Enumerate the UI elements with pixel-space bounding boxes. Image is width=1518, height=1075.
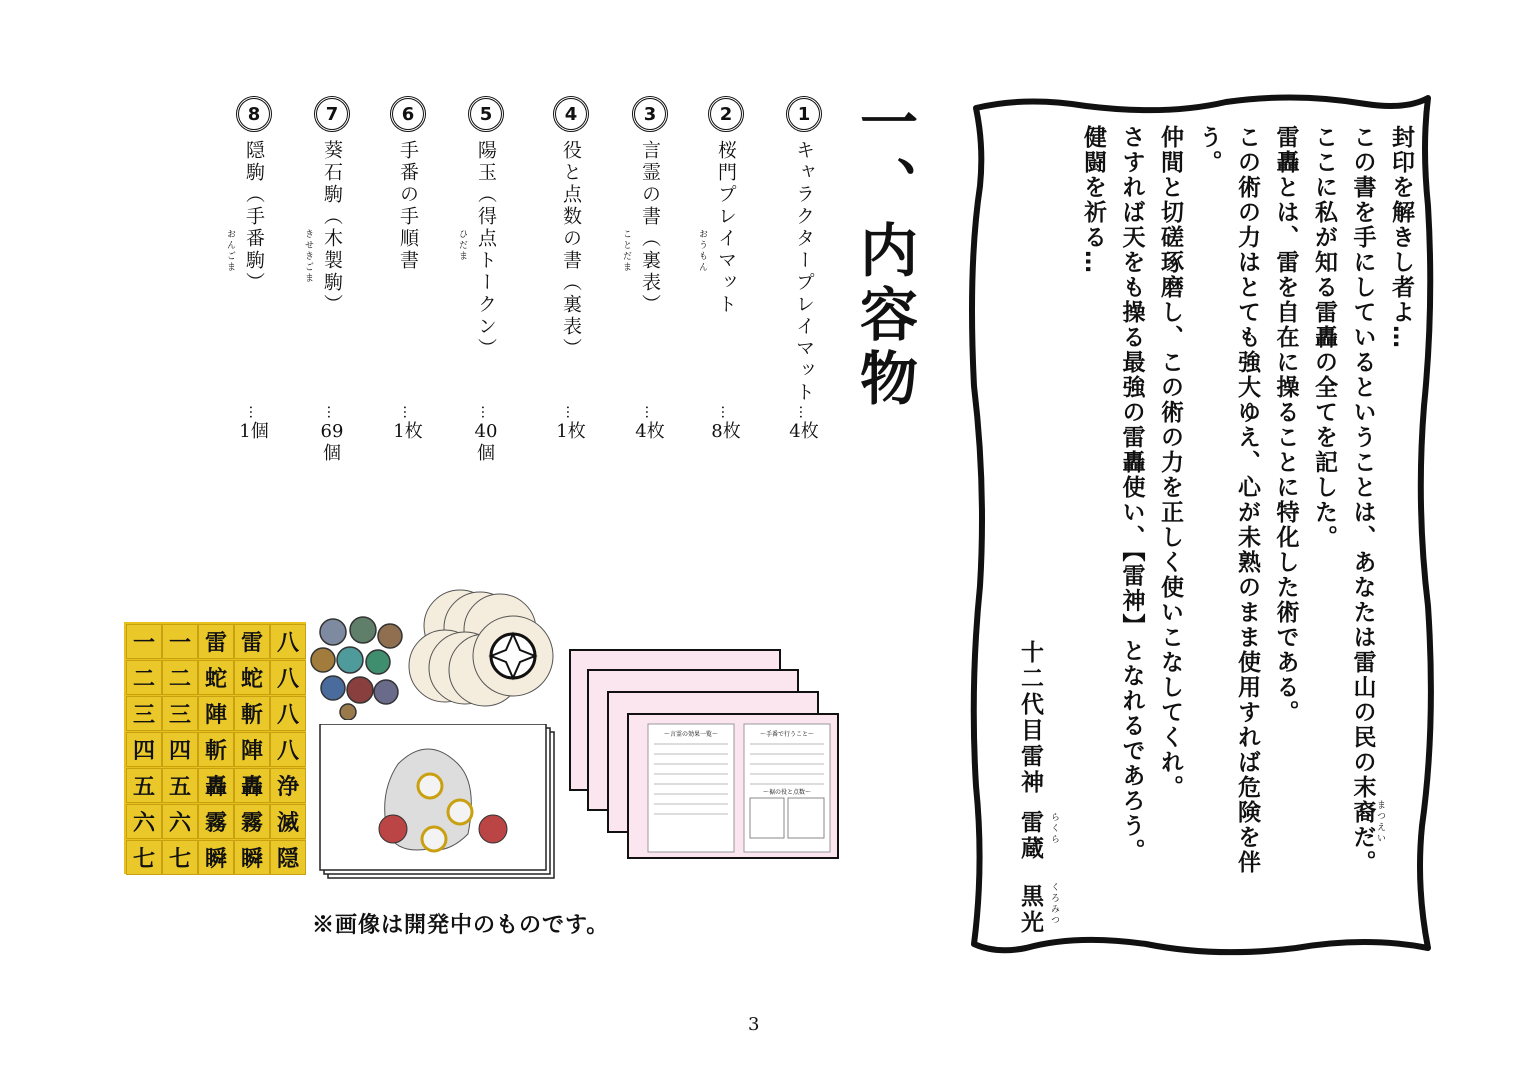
contents-item (621, 96, 668, 316)
tile: 八 (270, 696, 306, 731)
tile: 五 (162, 768, 198, 803)
tile: 七 (126, 840, 162, 875)
item-number-badge: 3 (632, 96, 668, 132)
sakura-sheets-photo (568, 648, 840, 862)
item-number-badge: 2 (708, 96, 744, 132)
scroll-line: ここに私が知る雷轟の全てを記した。 (1311, 125, 1337, 550)
sheet-back-title: 〜言霊の効果一覧〜 (663, 731, 719, 738)
player-mat-photo (318, 724, 558, 884)
tile: 八 (270, 660, 306, 695)
item-quantity-value: 69個 (320, 421, 344, 464)
tile: 八 (270, 732, 306, 767)
tile: 蛇 (234, 660, 270, 695)
contents-item (553, 96, 589, 360)
leader-dots: … (718, 405, 734, 419)
scroll-line: この術の力はとても強大ゆえ、心が未熟のまま使用すれば危険を伴う。 (1195, 125, 1260, 875)
item-quantity (314, 405, 350, 465)
item-name: 葵石駒（木製駒） (321, 140, 343, 316)
contents-item (225, 96, 272, 294)
tile: 六 (162, 804, 198, 839)
leader-dots: … (400, 405, 416, 419)
item-quantity (468, 405, 504, 465)
leader-dots: … (324, 405, 340, 419)
tile: 霧 (198, 804, 234, 839)
item-quantity-value: 4枚 (635, 421, 665, 442)
item-quantity (632, 405, 668, 443)
contents-item (303, 96, 350, 316)
leader-dots: … (563, 405, 579, 419)
item-ruby: おうもん (697, 229, 707, 273)
item-quantity (236, 405, 272, 443)
item-number-badge: 1 (786, 96, 822, 132)
contents-item (457, 96, 504, 360)
scroll-line: 仲間と切磋琢磨し、この術の力を正しく使いこなしてくれ。 (1157, 125, 1183, 800)
item-quantity (786, 405, 822, 443)
item-number-badge: 5 (468, 96, 504, 132)
item-quantity-value: 1個 (239, 421, 269, 442)
leader-dots: … (642, 405, 658, 419)
item-number-badge: 7 (314, 96, 350, 132)
tile: 五 (126, 768, 162, 803)
page-number: 3 (748, 1014, 760, 1035)
tile: 斬 (234, 696, 270, 731)
scroll-line: 封印を解きし者よ… (1388, 125, 1414, 350)
item-number-badge: 8 (236, 96, 272, 132)
tiles-photo (124, 622, 306, 874)
item-ruby: おんごま (225, 229, 235, 273)
item-name: 言霊の書（裏表） (639, 140, 661, 316)
sheet-sub-title: 〜裾の役と点数〜 (762, 789, 812, 796)
tile: 轟 (198, 768, 234, 803)
tile: 斬 (198, 732, 234, 767)
item-name: キャラクタープレイマット (793, 140, 815, 404)
tile: 霧 (234, 804, 270, 839)
item-name: 役と点数の書（裏表） (560, 140, 582, 360)
round-cards-photo (405, 588, 555, 718)
tile: 二 (162, 660, 198, 695)
ruby-matsuei: まつえい (1375, 800, 1385, 844)
contents-item (697, 96, 744, 316)
item-quantity (553, 405, 589, 443)
item-ruby: ひだま (457, 229, 467, 262)
stones-photo (308, 610, 408, 720)
item-name: 陽玉（得点トークン） (475, 140, 497, 360)
tile: 六 (126, 804, 162, 839)
item-quantity (390, 405, 426, 443)
tile: 陣 (234, 732, 270, 767)
tile: 八 (270, 624, 306, 659)
item-quantity (708, 405, 744, 443)
item-name: 手番の手順書 (397, 140, 419, 272)
scroll-line: この書を手にしているということは、あなたは雷山の民の末裔だ。 (1349, 125, 1376, 875)
signature-title: 十二代目雷神 (1017, 640, 1043, 796)
scroll-line: さすれば天をも操る最強の雷轟使い、【雷神】となれるであろう。 (1118, 125, 1145, 864)
item-ruby: ことだま (621, 229, 631, 273)
leader-dots: … (246, 405, 262, 419)
tile: 浄 (270, 768, 306, 803)
tile: 瞬 (198, 840, 234, 875)
item-name: 桜門プレイマット (715, 140, 737, 316)
tile: 滅 (270, 804, 306, 839)
item-quantity-value: 1枚 (393, 421, 423, 442)
contents-item (390, 96, 426, 272)
contents-item (786, 96, 822, 404)
tile: 一 (162, 624, 198, 659)
tile: 陣 (198, 696, 234, 731)
ruby-rakura: らくら (1049, 812, 1059, 845)
item-name: 隠駒（手番駒） (243, 140, 265, 294)
sheet-front-title: 〜手番で行うこと〜 (759, 731, 815, 738)
tile: 三 (162, 696, 198, 731)
leader-dots: … (478, 405, 494, 419)
item-quantity-value: 40個 (474, 421, 498, 464)
tile: 轟 (234, 768, 270, 803)
tile: 雷 (234, 624, 270, 659)
page-heading: 一、内容物 (850, 92, 918, 412)
tile: 隠 (270, 840, 306, 875)
scroll-message (1000, 125, 1420, 885)
item-number-badge: 6 (390, 96, 426, 132)
leader-dots: … (796, 405, 812, 419)
item-number-badge: 4 (553, 96, 589, 132)
tile: 二 (126, 660, 162, 695)
ruby-kuromitsu: くろみつ (1049, 882, 1059, 926)
scroll-line: 雷轟とは、雷を自在に操ることに特化した術である。 (1272, 125, 1299, 725)
tile: 瞬 (234, 840, 270, 875)
tile: 七 (162, 840, 198, 875)
item-quantity-value: 1枚 (556, 421, 586, 442)
tile: 蛇 (198, 660, 234, 695)
tile: 雷 (198, 624, 234, 659)
item-quantity-value: 4枚 (789, 421, 819, 442)
signature-name-second: 黒光 (1017, 884, 1043, 936)
tile: 四 (126, 732, 162, 767)
tile: 三 (126, 696, 162, 731)
image-caption: ※画像は開発中のものです。 (312, 912, 610, 938)
tile: 一 (126, 624, 162, 659)
scroll-line: 健闘を祈る… (1080, 125, 1106, 275)
tile: 四 (162, 732, 198, 767)
signature-name-first: 雷蔵 (1017, 810, 1043, 862)
item-ruby: きせきごま (303, 229, 313, 284)
item-quantity-value: 8枚 (711, 421, 741, 442)
